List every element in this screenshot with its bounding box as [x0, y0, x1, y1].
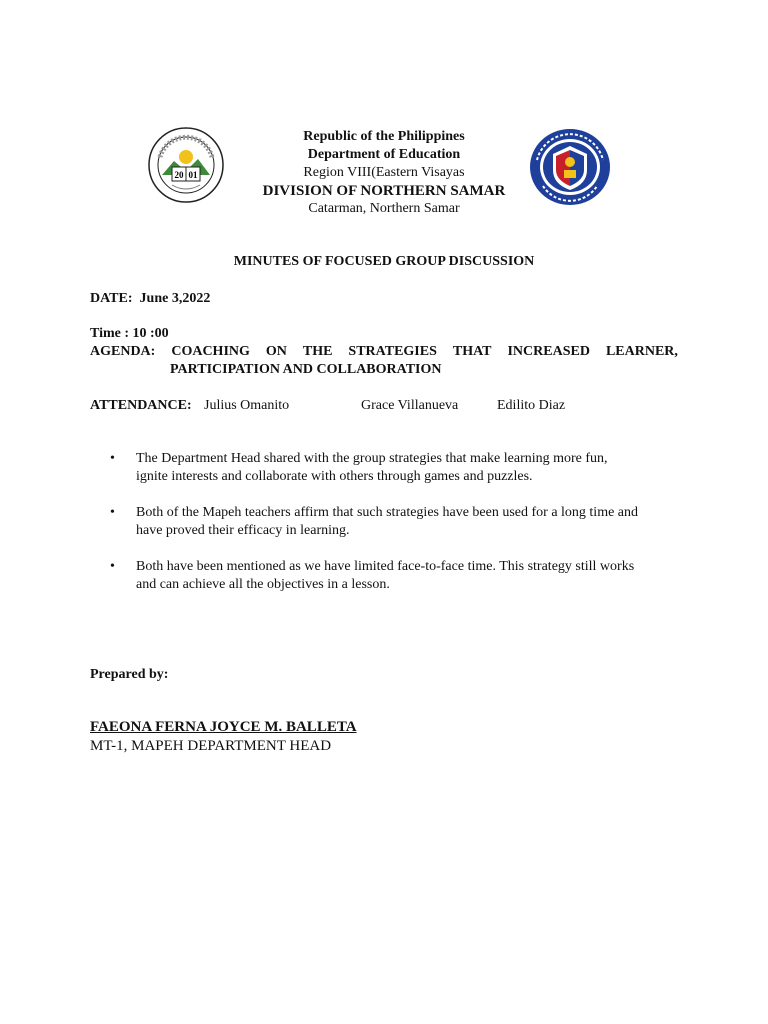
- list-item-line: Both have been mentioned as we have limited face-to-face time. This strategy still works: [136, 559, 635, 574]
- signer-position: MT-1, MAPEH DEPARTMENT HEAD: [90, 738, 332, 754]
- list-item: [110, 504, 685, 540]
- date-row: [90, 290, 210, 308]
- agenda-line-2: PARTICIPATION AND COLLABORATION: [170, 362, 442, 377]
- letterhead-division: DIVISION OF NORTHERN SAMAR: [262, 183, 506, 199]
- list-item-line: and can achieve all the objectives in a lesson.: [136, 577, 390, 592]
- prepared-by-label: Prepared by:: [90, 667, 169, 682]
- school-seal-icon: [148, 127, 224, 203]
- date-value: June 3,2022: [139, 291, 211, 306]
- document-title: MINUTES OF FOCUSED GROUP DISCUSSION: [233, 254, 535, 269]
- date-label: DATE:: [90, 291, 133, 306]
- agenda-word: ON: [265, 344, 287, 359]
- seal-year-left: 20: [174, 170, 184, 180]
- agenda-word: LEARNER,: [605, 344, 678, 359]
- agenda-word: THE: [302, 344, 333, 359]
- agenda-word: COACHING: [171, 344, 250, 359]
- letterhead-region: Region VIII(Eastern Visayas: [303, 165, 465, 180]
- list-item-line: Both of the Mapeh teachers affirm that such strategies have been used for a long time and: [136, 505, 639, 520]
- letterhead: [234, 128, 534, 218]
- discussion-points: [110, 450, 685, 612]
- deped-seal-icon: [529, 128, 611, 206]
- time-row: Time : 10 :00: [90, 326, 169, 341]
- bullet-icon: •: [110, 559, 115, 574]
- agenda-word: THAT: [452, 344, 492, 359]
- list-item: [110, 450, 685, 486]
- agenda-word: STRATEGIES: [348, 344, 437, 359]
- attendee-name: Edilito Diaz: [497, 398, 566, 413]
- letterhead-republic: Republic of the Philippines: [303, 129, 465, 144]
- agenda: [90, 343, 678, 379]
- letterhead-address: Catarman, Northern Samar: [308, 201, 460, 216]
- agenda-line-1: [90, 343, 678, 361]
- list-item-line: The Department Head shared with the group strategies that make learning more fun,: [136, 451, 608, 466]
- bullet-icon: •: [110, 505, 115, 520]
- agenda-word: INCREASED: [507, 344, 590, 359]
- attendance-label: ATTENDANCE:: [90, 398, 192, 413]
- seal-year-right: 01: [188, 170, 198, 180]
- attendance-row: [90, 397, 192, 415]
- agenda-label: AGENDA:: [90, 344, 156, 359]
- attendee-name: Grace Villanueva: [361, 398, 459, 413]
- list-item: [110, 558, 685, 594]
- letterhead-department: Department of Education: [307, 147, 461, 162]
- list-item-line: ignite interests and collaborate with others through games and puzzles.: [136, 469, 533, 484]
- bullet-icon: •: [110, 451, 115, 466]
- signer-name: FAEONA FERNA JOYCE M. BALLETA: [90, 719, 357, 735]
- list-item-line: have proved their efficacy in learning.: [136, 523, 350, 538]
- attendee-name: Julius Omanito: [204, 398, 290, 413]
